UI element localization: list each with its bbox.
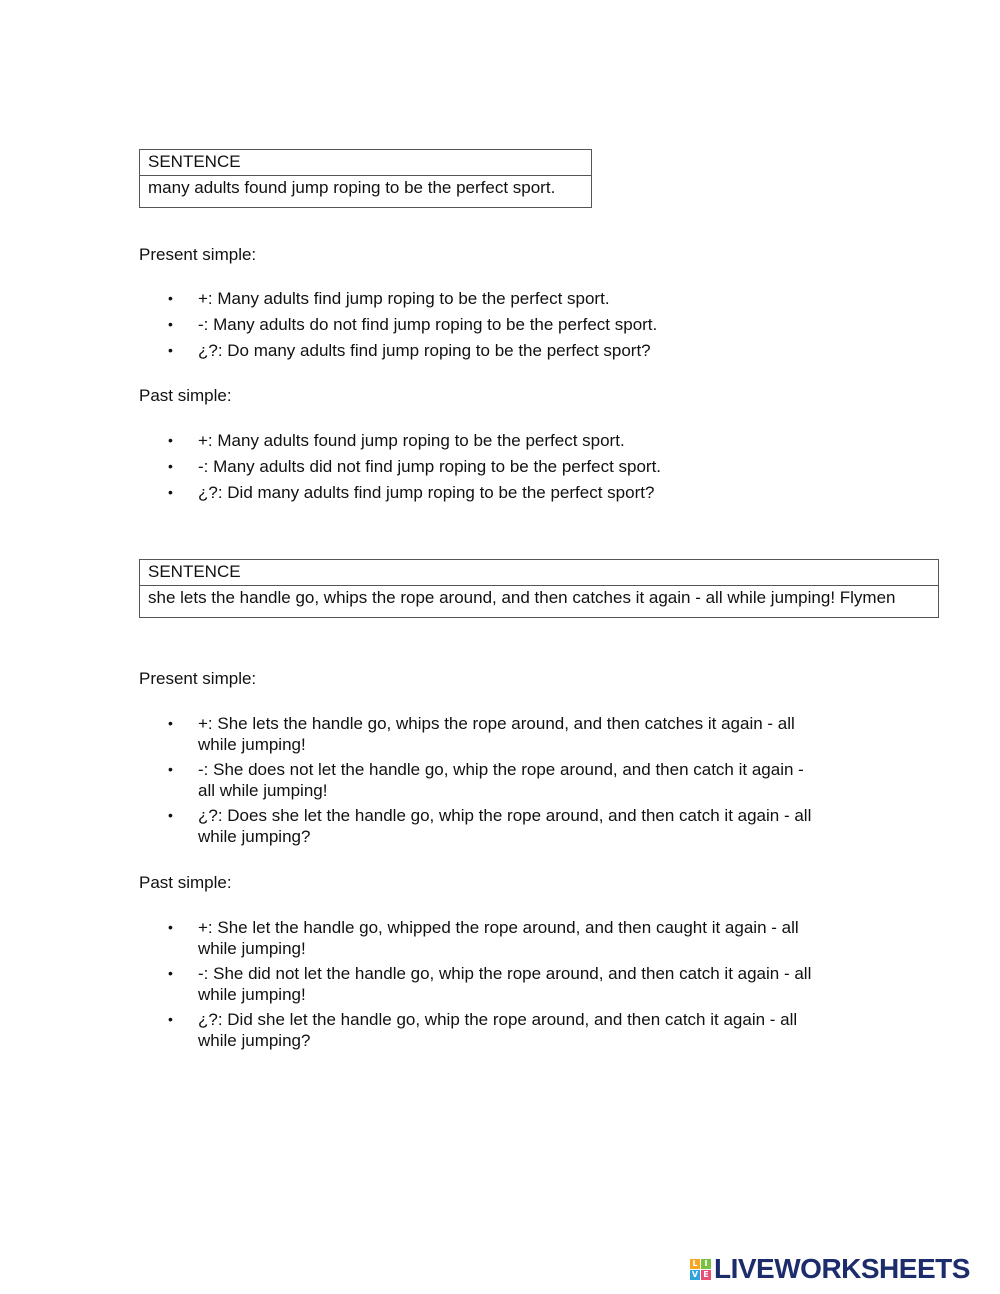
- bullet-icon: •: [168, 316, 173, 332]
- list-item: • -: Many adults did not find jump roping to be the perfect sport.: [168, 457, 662, 476]
- list-item: • ¿?: Did many adults find jump roping to be the perfect sport?: [168, 483, 655, 502]
- list-item: • ¿?: Did she let the handle go, whip the rope around, and then catch it again - all while jumping?: [168, 1010, 798, 1050]
- sentence-box-text: she lets the handle go, whips the rope around, and then catches it again - all while jumping! Flymen: [148, 588, 896, 607]
- group-title-past-1: Past simple:: [139, 386, 232, 405]
- bullet-icon: •: [168, 1011, 173, 1027]
- list-item: • -: She does not let the handle go, whip the rope around, and then catch it again - all while jumping!: [168, 760, 804, 800]
- sentence-box-header: SENTENCE: [140, 150, 591, 176]
- sentence-box-2: [139, 559, 939, 618]
- sentence-box-header: SENTENCE: [140, 560, 938, 586]
- list-item: • +: She lets the handle go, whips the rope around, and then catches it again - all while jumping!: [168, 714, 795, 754]
- logo-mark-letter: I: [701, 1259, 711, 1269]
- logo-mark-letter: V: [691, 1269, 699, 1279]
- bullet-list-present-1: [139, 288, 657, 361]
- sentence-box-1: [139, 149, 592, 208]
- bullet-icon: •: [168, 715, 173, 731]
- bullet-list-past-2: [139, 917, 811, 1051]
- bullet-icon: •: [168, 965, 173, 981]
- bullet-icon: •: [168, 342, 173, 358]
- group-title-present-2: Present simple:: [139, 669, 257, 688]
- list-item: • ¿?: Does she let the handle go, whip the rope around, and then catch it again - all while jumping?: [168, 806, 812, 846]
- logo-mark-letter: L: [690, 1259, 700, 1269]
- bullet-list-present-2: [139, 713, 811, 847]
- logo-mark-icon: [690, 1259, 711, 1280]
- group-title-present-1: Present simple:: [139, 245, 257, 264]
- list-item: • +: Many adults found jump roping to be the perfect sport.: [168, 431, 625, 450]
- logo-text: LIVEWORKSHEETS: [714, 1253, 970, 1284]
- bullet-icon: •: [168, 484, 173, 500]
- list-item: • +: Many adults find jump roping to be the perfect sport.: [168, 289, 610, 308]
- list-item: • -: Many adults do not find jump roping to be the perfect sport.: [168, 315, 658, 334]
- bullet-icon: •: [168, 761, 173, 777]
- liveworksheets-logo: [690, 1254, 970, 1284]
- bullet-list-past-1: [139, 430, 661, 503]
- bullet-icon: •: [168, 919, 173, 935]
- bullet-icon: •: [168, 458, 173, 474]
- list-item: • -: She did not let the handle go, whip the rope around, and then catch it again - all while jumping!: [168, 964, 812, 1004]
- group-title-past-2: Past simple:: [139, 873, 232, 892]
- bullet-icon: •: [168, 807, 173, 823]
- sentence-box-text: many adults found jump roping to be the perfect sport.: [148, 178, 556, 197]
- list-item: • ¿?: Do many adults find jump roping to be the perfect sport?: [168, 341, 651, 360]
- bullet-icon: •: [168, 290, 173, 306]
- logo-mark-letter: E: [701, 1270, 711, 1280]
- bullet-icon: •: [168, 432, 173, 448]
- list-item: • +: She let the handle go, whipped the rope around, and then caught it again - all while jumping!: [168, 918, 799, 958]
